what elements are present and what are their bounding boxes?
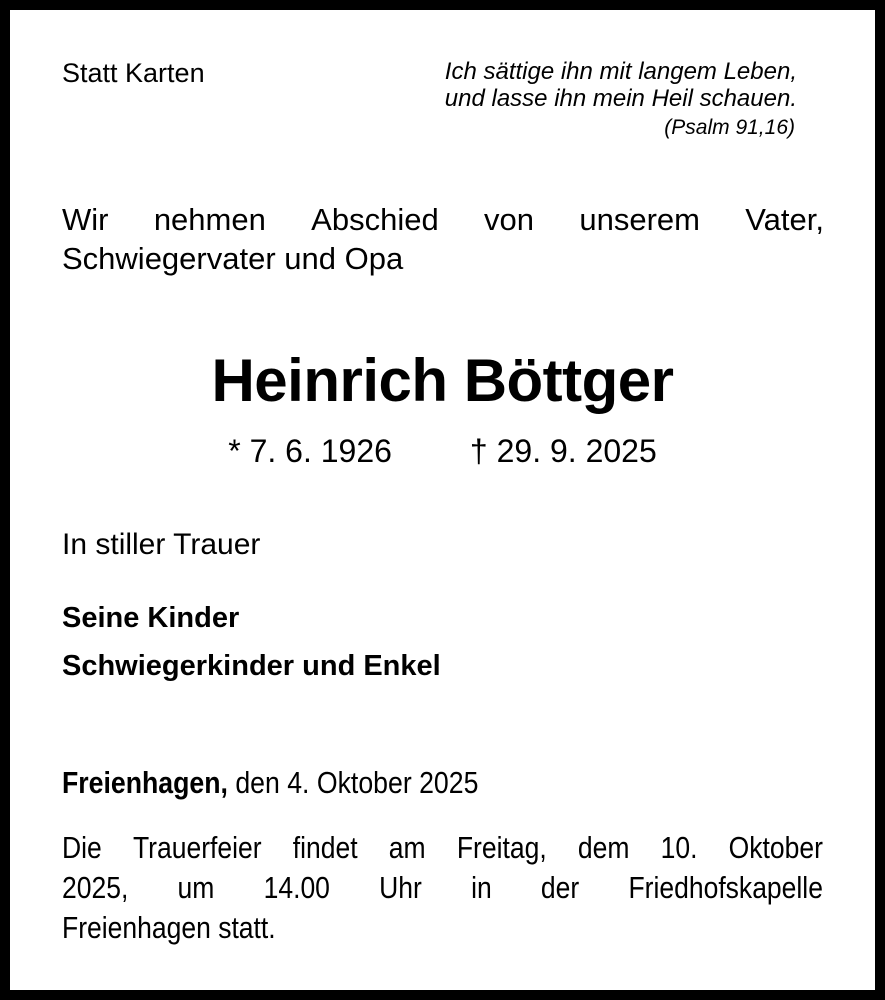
word: der xyxy=(540,870,580,905)
bible-verse xyxy=(445,58,797,141)
statt-karten-note: Statt Karten xyxy=(62,58,205,88)
word: Abschied xyxy=(311,202,439,237)
ceremony-line-2 xyxy=(62,868,823,908)
word: von xyxy=(484,202,535,237)
mourners-list xyxy=(62,594,441,690)
ceremony-line-1 xyxy=(62,828,823,868)
word: Trauerfeier xyxy=(132,830,262,865)
intro-line-1 xyxy=(62,200,824,239)
word: Vater, xyxy=(745,202,824,237)
death-date: † 29. 9. 2025 xyxy=(469,433,657,469)
mourning-intro: In stiller Trauer xyxy=(62,528,261,561)
verse-line: Ich sättige ihn mit langem Leben, xyxy=(444,58,797,85)
word: dem xyxy=(577,830,630,865)
birth-date: * 7. 6. 1926 xyxy=(228,433,392,469)
funeral-ceremony-info xyxy=(62,828,823,948)
word: Wir xyxy=(62,202,109,237)
word: 2025, xyxy=(62,870,129,905)
word: am xyxy=(388,830,426,865)
place-and-date xyxy=(62,765,478,801)
word: Friedhofskapelle xyxy=(628,870,823,905)
word: Uhr xyxy=(379,870,422,905)
word: findet xyxy=(292,830,358,865)
ceremony-line-3: Freienhagen statt. xyxy=(62,910,276,945)
mourner-line: Seine Kinder xyxy=(62,602,240,634)
word: 14.00 xyxy=(263,870,330,905)
date: den 4. Oktober 2025 xyxy=(227,765,479,800)
verse-line: und lasse ihn mein Heil schauen. xyxy=(444,85,797,112)
word: 10. xyxy=(660,830,698,865)
verse-reference: (Psalm 91,16) xyxy=(664,116,795,139)
mourner-line: Schwiegerkinder und Enkel xyxy=(62,650,441,682)
word: um xyxy=(177,870,215,905)
word: nehmen xyxy=(153,202,266,237)
farewell-intro xyxy=(62,200,824,278)
life-dates xyxy=(10,433,875,470)
word: Die xyxy=(62,830,102,865)
word: Oktober xyxy=(728,830,823,865)
word: unserem xyxy=(579,202,700,237)
intro-line-2: Schwiegervater und Opa xyxy=(62,241,404,276)
deceased-name: Heinrich Böttger xyxy=(211,347,674,414)
obituary-notice xyxy=(10,10,875,990)
word: in xyxy=(471,870,492,905)
place: Freienhagen, xyxy=(62,765,228,800)
word: Freitag, xyxy=(456,830,547,865)
